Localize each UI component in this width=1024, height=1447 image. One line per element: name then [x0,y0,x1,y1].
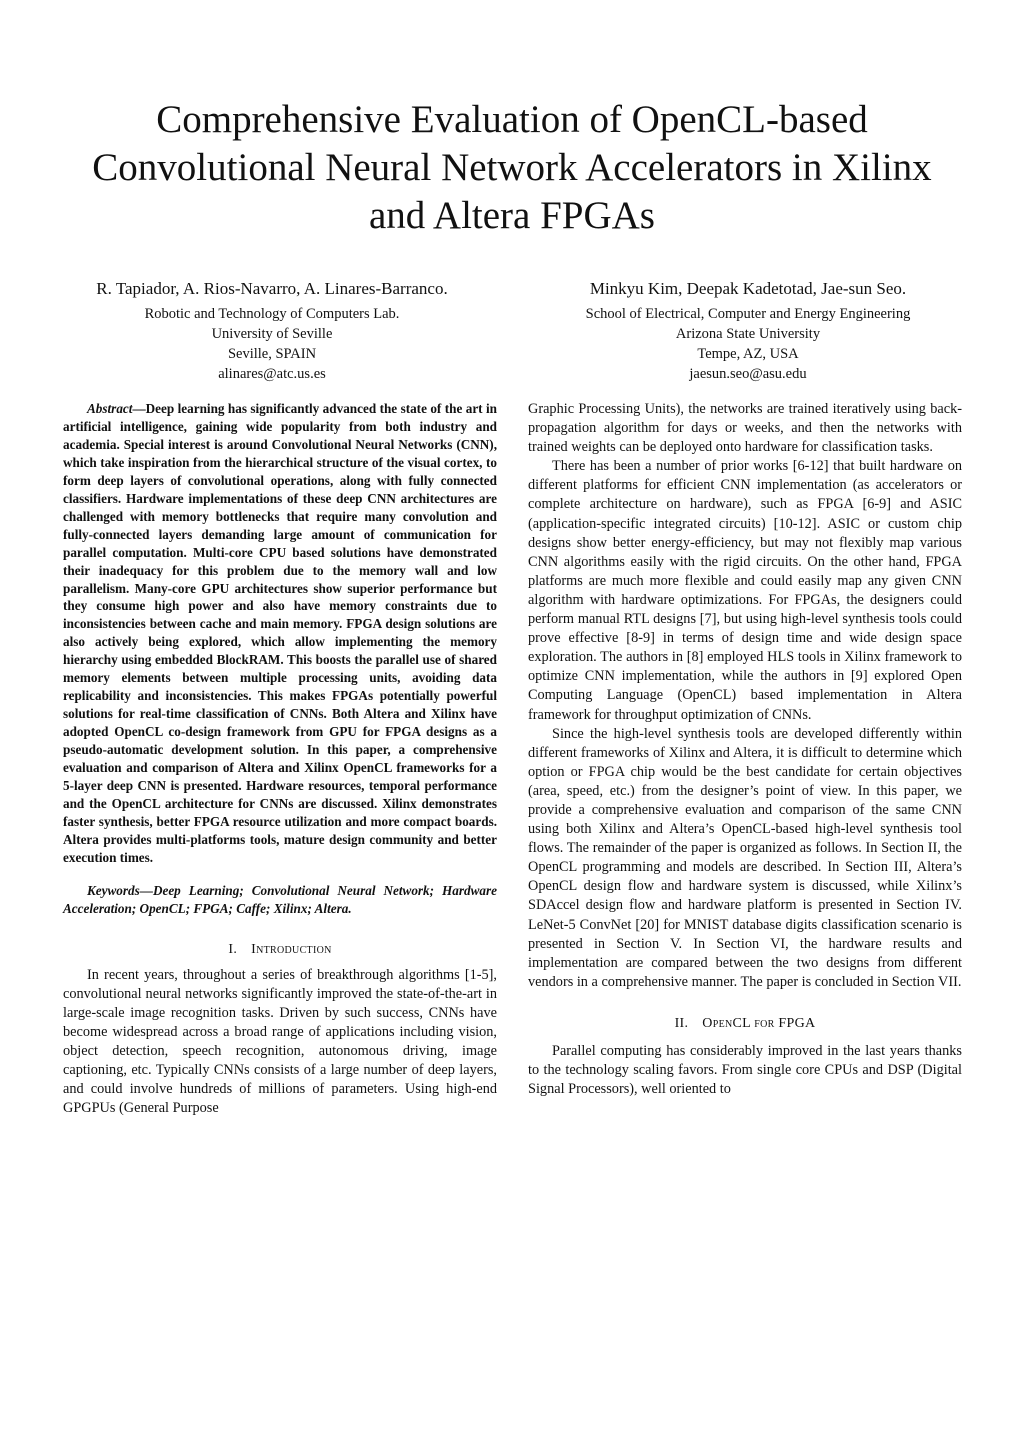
author-email: alinares@atc.us.es [218,366,326,382]
section-heading-introduction [63,942,497,958]
keywords: Keywords—Deep Learning; Convolutional Neural Network; Hardware Acceleration; OpenCL; FPGA; Caffe; Xilinx; Altera. [63,882,497,916]
section-number: II. [674,1015,689,1031]
author-block-asu [518,278,978,384]
section-title: Introduction [251,941,332,957]
section-number: I. [228,941,238,957]
abstract-dash: — [132,401,146,416]
paragraph-prior-works: There has been a number of prior works [6-12] that built hardware on different platforms for efficient CNN implementation (as accelerators or complete architecture on hardware), such as FPGA [6-9] and ASIC (application-specific integrated circuits) [10-12]. ASIC or custom chip designs show better energy-efficiency, but may not flexibly map various CNN algorithms easily with the rigid circuits. On the other hand, FPGA platforms are much more flexible and could easily map any given CNN algorithm with hardware optimizations. For FPGAs, the designers could perform manual RTL designs [7], but using high-level synthesis tools could prove effective [8-9] in terms of design time and wide design space exploration. The authors in [8] employed HLS tools in Xilinx framework to optimize CNN implementation, while the authors in [9] explored Open Computing Language (OpenCL) based implementation in Altera framework for throughput optimization of CNNs. [528,458,962,723]
affiliation-school: School of Electrical, Computer and Energy Engineering [585,306,911,322]
paragraph-hls-tools: Since the high-level synthesis tools are developed differently within different frameworks of Xilinx and Altera, it is difficult to determine which option or FPGA chip would be the best candidate for certain objectives (area, speed, etc.) from the designer’s point of view. In this paper, we provide a comprehensive evaluation and comparison of the same CNN using both Xilinx and Altera’s OpenCL-based high-level synthesis tool flows. The remainder of the paper is organized as follows. In Section II, the OpenCL programming and models are described. In Section III, Altera’s OpenCL design flow and hardware system is discussed, while Xilinx’s SDAccel design flow and hardware platform is presented in Section IV. LeNet-5 ConvNet [20] for MNIST database digits classification scenario is presented in Section V. In Section VI, the hardware results and implementation are compared between the two designs from different vendors in a comprehensive manner. The paper is concluded in Section VII. [528,725,962,990]
title-line-3: and Altera FPGAs [369,194,655,237]
affiliation-lab: Robotic and Technology of Computers Lab. [144,306,400,322]
affiliation-location: Tempe, AZ, USA [697,346,799,362]
author-email: jaesun.seo@asu.edu [689,366,807,382]
author-block-seville [42,278,502,384]
paragraph-continued: Graphic Processing Units), the networks are trained iteratively using back-propagation algorithm for days or weeks, and then the networks with trained weights can be deployed onto hardware for classification tasks. [528,401,962,456]
affiliation-location: Seville, SPAIN [227,346,317,362]
section-heading-opencl [528,1016,962,1032]
affiliation-university: Arizona State University [675,326,821,342]
intro-paragraph: In recent years, throughout a series of breakthrough algorithms [1-5], convolutional neural networks significantly improved the state-of-the-art in large-scale image recognition tasks. Driven by such success, CNNs have become widespread across a broad range of applications including vision, object detection, speech recognition, autonomous driving, image captioning, etc. Typically CNNs consists of a large number of deep layers, and could involve hundreds of millions of parameters. Using high-end GPGPUs (General Purpose [63,966,497,1117]
paper-title [40,96,984,240]
abstract [63,400,497,867]
opencl-paragraph: Parallel computing has considerably improved in the last years thanks to the technology scaling favors. From single core CPUs and DSP (Digital Signal Processors), well oriented to [528,1042,962,1098]
right-column [528,400,962,1099]
author-names: Minkyu Kim, Deepak Kadetotad, Jae-sun Seo. [589,279,907,298]
affiliation-university: University of Seville [211,326,333,342]
left-column [63,400,497,1119]
title-line-2: Convolutional Neural Network Accelerators in Xilinx [92,146,932,189]
abstract-label: Abstract [87,401,133,416]
title-line-1: Comprehensive Evaluation of OpenCL-based [156,98,868,141]
abstract-text: Deep learning has significantly advanced the state of the art in artificial intelligence, gaining wide popularity from both industry and academia. Special interest is around Convolutional Neural Networks (CNN), which take inspiration from the hierarchical structure of the visual cortex, to form deep layers of convolutional operations, along with fully connected classifiers. Hardware implementations of these deep CNN architectures are challenged with memory bottlenecks that require many convolution and fully-connected layers demanding large amount of communication for parallel computation. Multi-core CPU based solutions have demonstrated their inadequacy for this problem due to the memory wall and low parallelism. Many-core GPU architectures show superior performance but they consume high power and also have memory constraints due to inconsistencies between cache and main memory. FPGA design solutions are also actively being explored, which allow implementing the memory hierarchy using embedded BlockRAM. This boosts the parallel use of shared memory elements between multiple processing units, avoiding data replicability and inconsistencies. This makes FPGAs potentially powerful solutions for real-time classification of CNNs. Both Altera and Xilinx have adopted OpenCL co-design framework from GPU for FPGA designs as a pseudo-automatic development solution. In this paper, a comprehensive evaluation and comparison of Altera and Xilinx OpenCL frameworks for a 5-layer deep CNN is presented. Hardware resources, temporal performance and the OpenCL architecture for CNNs are discussed. Xilinx demonstrates faster synthesis, better FPGA resource utilization and more compact boards. Altera provides multi-platforms tools, mature design community and better execution times. [63,401,497,865]
author-names: R. Tapiador, A. Rios-Navarro, A. Linares-Barranco. [96,279,448,298]
section-title: OpenCL for FPGA [702,1015,816,1031]
